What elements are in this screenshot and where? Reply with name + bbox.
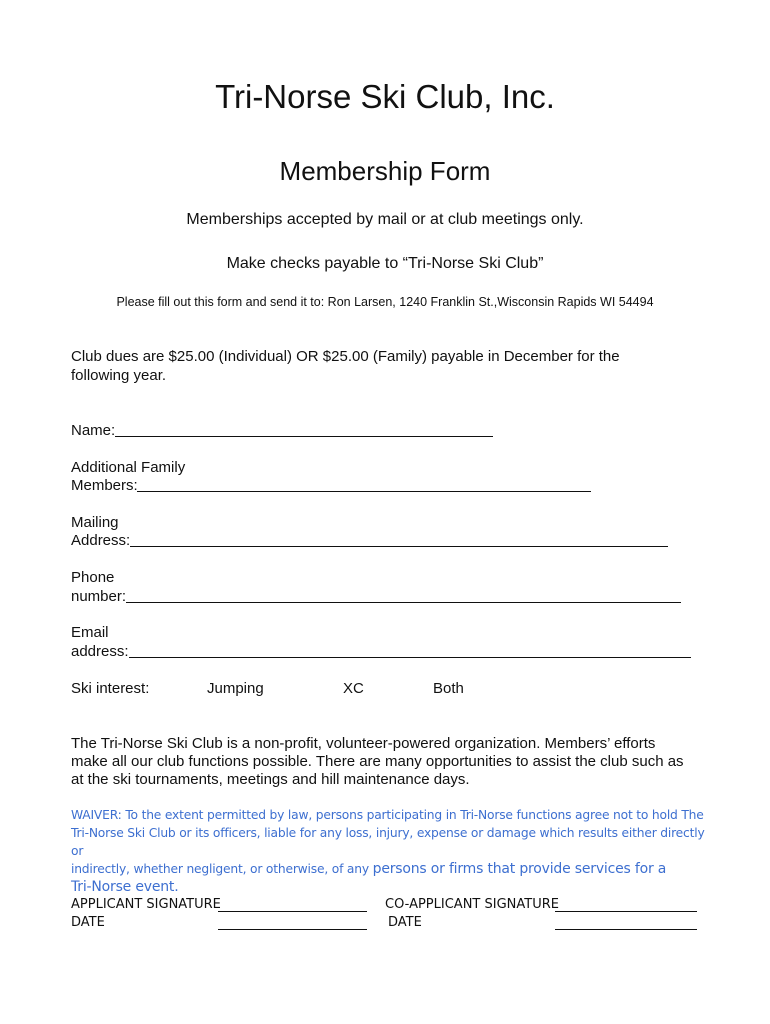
ski-option-both[interactable]: Both — [433, 680, 464, 697]
waiver-line-4: Tri-Norse event. — [71, 879, 179, 895]
mailing-label-1: Mailing — [71, 514, 119, 531]
mailing-label-2: Address: — [71, 532, 131, 549]
checks-note: Make checks payable to “Tri-Norse Ski Club” — [226, 255, 544, 272]
accepted-note: Memberships accepted by mail or at club meetings only. — [186, 211, 584, 228]
email-label-2: address: — [71, 643, 129, 660]
waiver-line-3a: indirectly, whether negligent, or otherwise, of any — [71, 862, 373, 876]
coapplicant-signature-label: CO-APPLICANT SIGNATURE — [385, 897, 559, 912]
waiver-line-1: WAIVER: To the extent permitted by law, persons participating in Tri-Norse functions agree not to hold The — [71, 808, 704, 822]
applicant-date-line[interactable] — [218, 929, 367, 930]
about-line-3: at the ski tournaments, meetings and hill maintenance days. — [71, 771, 470, 788]
mailing-input-line[interactable] — [130, 546, 668, 547]
email-label-1: Email — [71, 624, 109, 641]
coapplicant-signature-line[interactable] — [555, 911, 697, 912]
waiver-line-3 — [71, 860, 711, 878]
about-line-2: make all our club functions possible. There are many opportunities to assist the club such as — [71, 753, 684, 770]
email-input-line[interactable] — [129, 657, 691, 658]
about-line-1: The Tri-Norse Ski Club is a non-profit, volunteer-powered organization. Members’ efforts — [71, 735, 656, 752]
ski-interest-label: Ski interest: — [71, 680, 150, 697]
phone-label-1: Phone — [71, 569, 115, 586]
applicant-date-label: DATE — [71, 915, 105, 930]
coapplicant-date-label: DATE — [388, 915, 422, 930]
dues-line-2: following year. — [71, 367, 167, 384]
form-subtitle: Membership Form — [279, 156, 491, 186]
ski-option-jumping[interactable]: Jumping — [207, 680, 264, 697]
waiver-text — [71, 806, 711, 896]
family-label-2: Members: — [71, 477, 138, 494]
phone-label-2: number: — [71, 588, 127, 605]
send-note: Please fill out this form and send it to: Ron Larsen, 1240 Franklin St.,Wisconsin Rapids WI 54494 — [116, 295, 654, 309]
waiver-line-3b: persons or firms that provide services for a — [372, 861, 667, 877]
waiver-line-2: Tri-Norse Ski Club or its officers, liable for any loss, injury, expense or damage which results either directly or — [71, 826, 705, 858]
form-title: Tri-Norse Ski Club, Inc. — [215, 78, 555, 115]
applicant-signature-label: APPLICANT SIGNATURE — [71, 897, 221, 912]
phone-input-line[interactable] — [126, 602, 681, 603]
applicant-signature-line[interactable] — [218, 911, 367, 912]
coapplicant-date-line[interactable] — [555, 929, 697, 930]
dues-line-1: Club dues are $25.00 (Individual) OR $25.00 (Family) payable in December for the — [71, 348, 620, 365]
name-input-line[interactable] — [115, 436, 493, 437]
name-label: Name: — [71, 422, 116, 439]
family-input-line[interactable] — [137, 491, 591, 492]
family-label-1: Additional Family — [71, 459, 186, 476]
ski-option-xc[interactable]: XC — [343, 680, 364, 697]
